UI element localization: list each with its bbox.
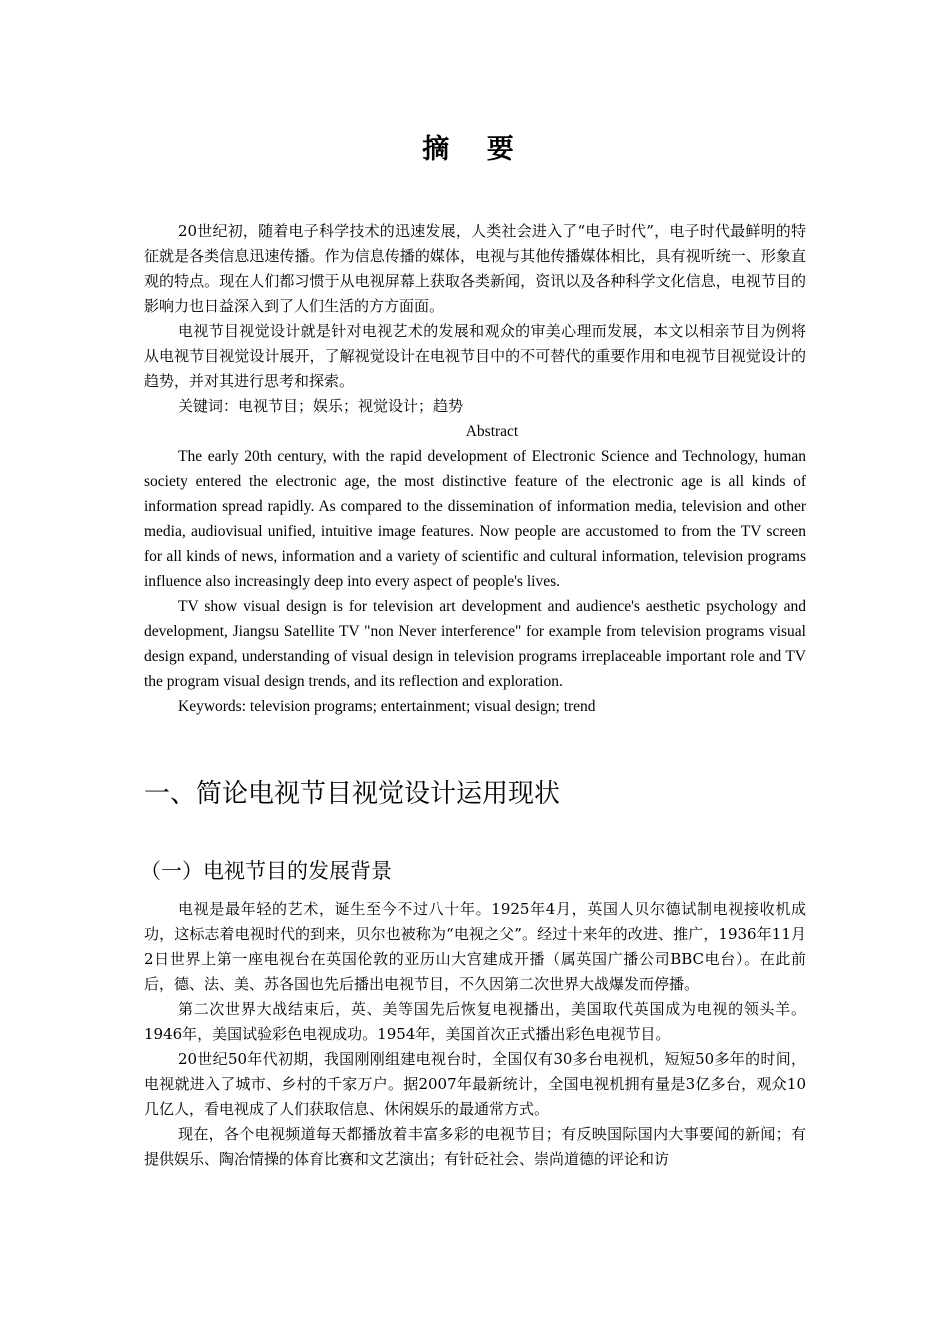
abstract-en-paragraph-2: TV show visual design is for television art development and audience's aesthetic psychology and development, Jiangsu Satellite TV "non Never interference" for example from television programs visual design expand, understanding of visual design in television programs irreplaceable important role and TV the program visual design trends, and its reflection and exploration. [144,598,806,690]
abstract-en-paragraph-1: The early 20th century, with the rapid development of Electronic Science and Technology, human society entered the electronic age, the most distinctive feature of the electronic age is all kinds of information spread rapidly. As compared to the dissemination of information media, television and other media, audiovisual unified, intuitive image features. Now people are accustomed to from the TV screen for all kinds of news, information and a variety of scientific and cultural information, television programs influence also increasingly deep into every aspect of people's lives. [144,448,806,590]
abstract-keywords: 关键词：电视节目；娱乐；视觉设计；趋势 [178,397,464,415]
section-body [144,897,806,1172]
abstract-paragraph-1: 20世纪初，随着电子科学技术的迅速发展，人类社会进入了“电子时代”，电子时代最鲜明的特征就是各类信息迅速传播。作为信息传播的媒体，电视与其他传播媒体相比，具有视听统一、形象直观的特点。现在人们都习惯于从电视屏幕上获取各类新闻，资讯以及各种科学文化信息，电视节目的影响力也日益深入到了人们生活的方方面面。 [144,222,806,315]
chapter-heading: 一、简论电视节目视觉设计运用现状 [144,779,561,809]
abstract-title: 摘 要 [422,134,528,165]
section-paragraph-4: 现在，各个电视频道每天都播放着丰富多彩的电视节目；有反映国际国内大事要闻的新闻；有提供娱乐、陶冶情操的体育比赛和文艺演出；有针砭社会、崇尚道德的评论和访 [144,1125,806,1168]
abstract-paragraph-2: 电视节目视觉设计就是针对电视艺术的发展和观众的审美心理而发展，本文以相亲节目为例将从电视节目视觉设计展开，了解视觉设计在电视节目中的不可替代的重要作用和电视节目视觉设计的趋势，并对其进行思考和探索。 [144,322,806,390]
section-paragraph-1: 电视是最年轻的艺术，诞生至今不过八十年。1925年4月，英国人贝尔德试制电视接收机成功，这标志着电视时代的到来，贝尔也被称为“电视之父”。经过十来年的改进、推广，1936年11月2日世界上第一座电视台在英国伦敦的亚历山大宫建成开播（属英国广播公司BBC电台）。在此前后，德、法、美、苏各国也先后播出电视节目，不久因第二次世界大战爆发而停播。 [144,900,806,993]
abstract-section [144,219,806,719]
section-heading: （一）电视节目的发展背景 [140,859,392,883]
section-paragraph-3: 20世纪50年代初期，我国刚刚组建电视台时，全国仅有30多台电视机，短短50多年的时间，电视就进入了城市、乡村的千家万户。据2007年最新统计，全国电视机拥有量是3亿多台，观众10几亿人，看电视成了人们获取信息、休闲娱乐的最通常方式。 [144,1050,806,1118]
section-paragraph-2: 第二次世界大战结束后，英、美等国先后恢复电视播出，美国取代英国成为电视的领头羊。1946年，美国试验彩色电视成功。1954年，美国首次正式播出彩色电视节目。 [144,1000,806,1043]
abstract-en-title: Abstract [465,423,519,440]
abstract-en-keywords: Keywords: television programs; entertainment; visual design; trend [178,698,596,715]
